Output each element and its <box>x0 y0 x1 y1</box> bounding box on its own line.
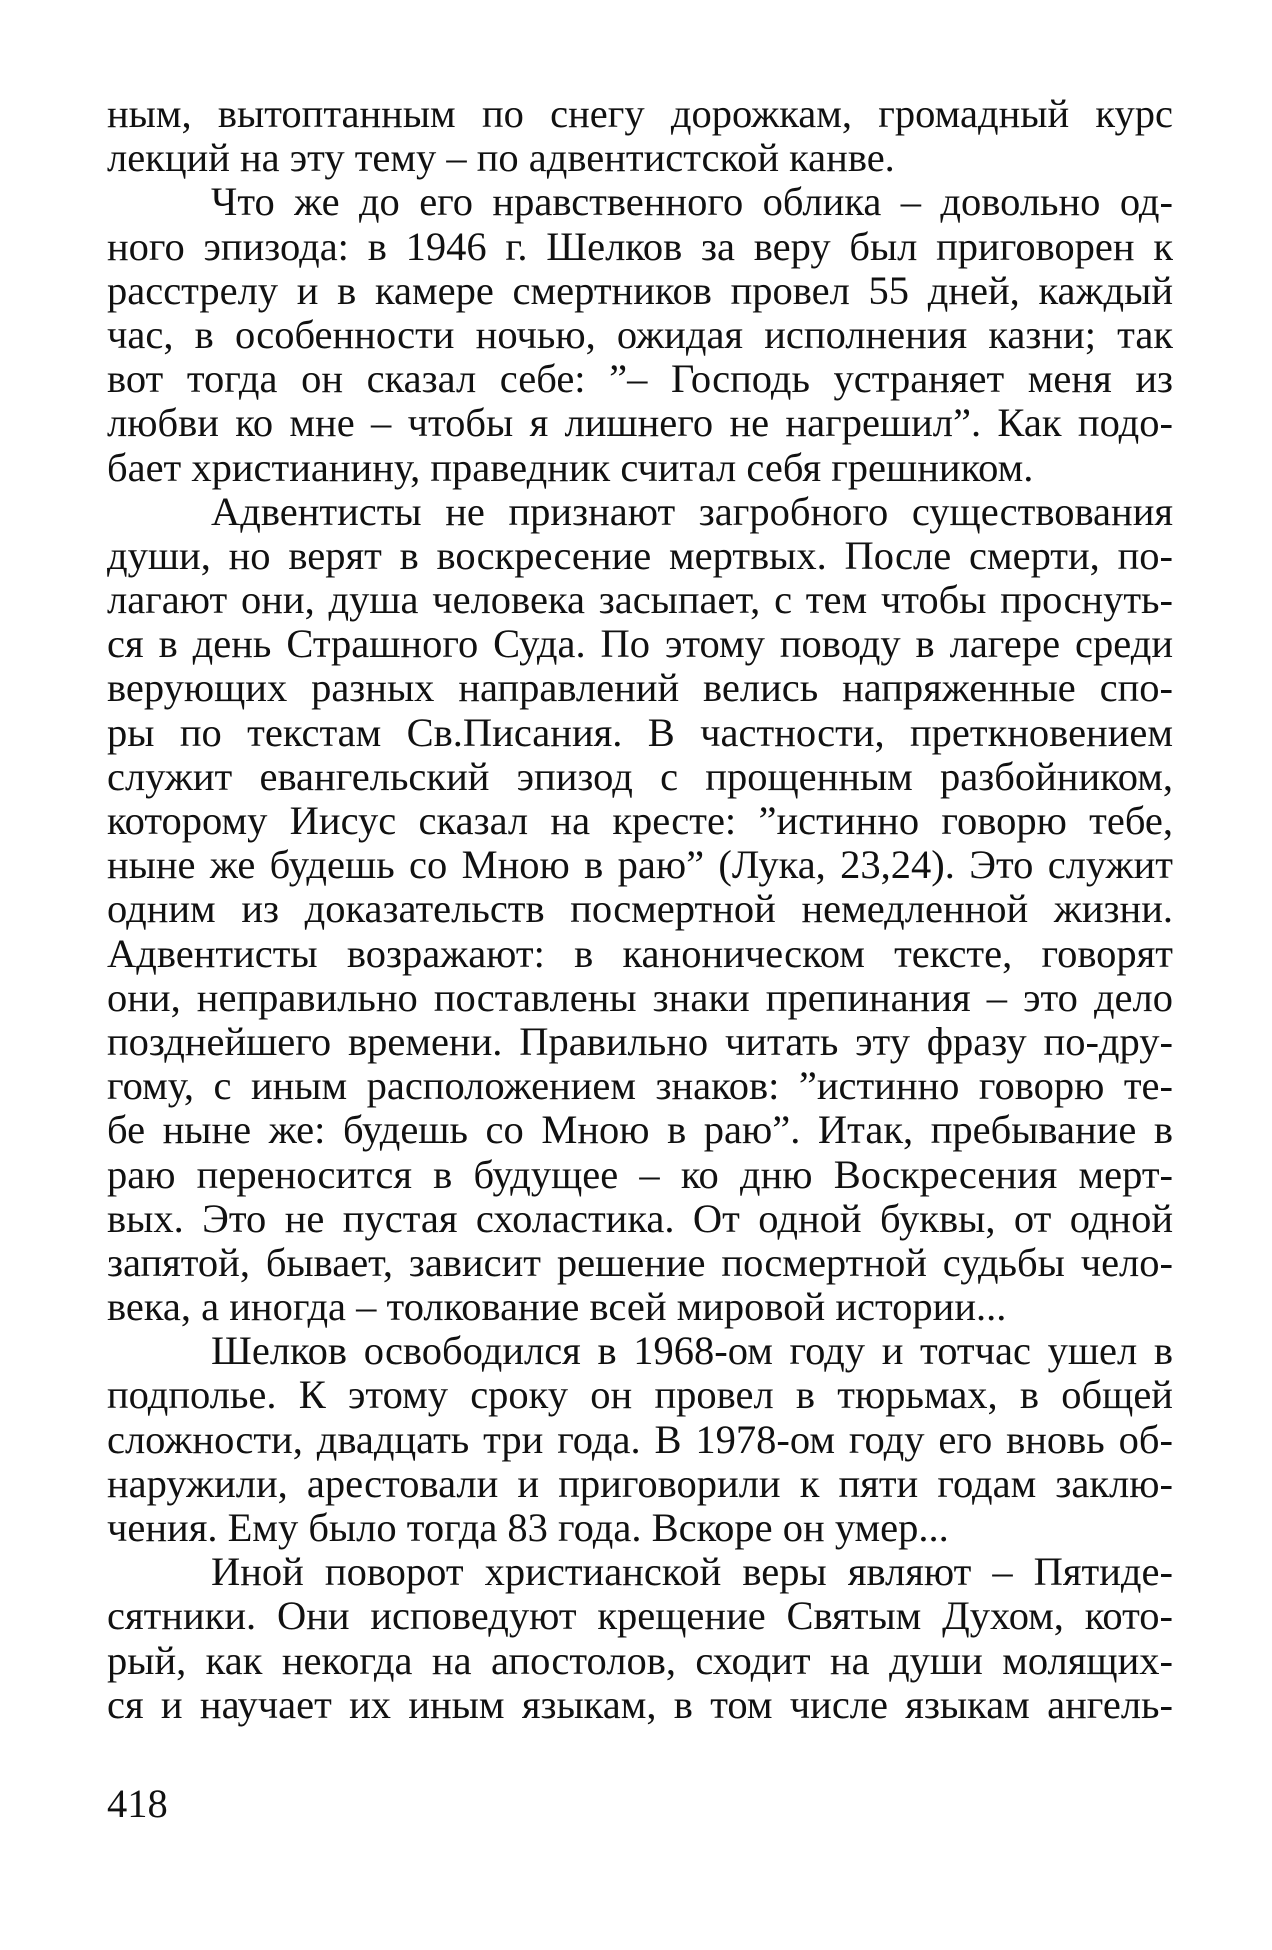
text-line: бает христианину, праведник считал себя грешником. <box>107 445 1034 490</box>
text-line: расстрелу и в камере смертников провел 55 дней, каждый <box>107 268 1173 313</box>
text-line: верующих разных направлений велись напряженные спо- <box>107 666 1173 711</box>
text-line: вых. Это не пустая схоластика. От одной буквы, от одной <box>107 1196 1173 1241</box>
book-page-body <box>107 92 1173 1727</box>
text-line: века, а иногда – толкование всей мировой истории... <box>107 1285 1007 1330</box>
text-line: которому Иисус сказал на кресте: ”истинно говорю тебе, <box>107 799 1173 843</box>
text-line: наружили, арестовали и приговорили к пяти годам заклю- <box>107 1461 1173 1506</box>
text-line: они, неправильно поставлены знаки препинания – это дело <box>107 975 1173 1020</box>
text-line: Иной поворот христианской веры являют – Пятиде- <box>211 1550 1173 1595</box>
text-line: подполье. К этому сроку он провел в тюрьмах, в общей <box>107 1373 1173 1418</box>
text-line: Адвентисты не признают загробного существования <box>211 489 1173 534</box>
text-line: вот тогда он сказал себе: ”– Господь устраняет меня из <box>107 357 1173 402</box>
text-line: раю переносится в будущее – ко дню Воскресения мерт- <box>107 1152 1173 1197</box>
text-line: одним из доказательств посмертной немедленной жизни. <box>107 887 1173 932</box>
text-line: ся и научает их иным языкам, в том числе языкам ангель- <box>107 1682 1173 1727</box>
text-line: Шелков освободился в 1968-ом году и тотчас ушел в <box>211 1329 1173 1374</box>
text-line: ного эпизода: в 1946 г. Шелков за веру был приговорен к <box>107 224 1173 269</box>
text-line: Что же до его нравственного облика – довольно од- <box>211 180 1173 225</box>
text-line: чения. Ему было тогда 83 года. Вскоре он умер... <box>107 1506 949 1550</box>
text-line: любви ко мне – чтобы я лишнего не нагрешил”. Как подо- <box>107 401 1173 446</box>
text-line: ся в день Страшного Суда. По этому поводу в лагере среди <box>107 622 1173 667</box>
text-line: запятой, бывает, зависит решение посмертной судьбы чело- <box>107 1240 1173 1285</box>
text-line: позднейшего времени. Правильно читать эту фразу по-дру- <box>107 1019 1173 1064</box>
text-line: гому, с иным расположением знаков: ”истинно говорю те- <box>107 1064 1173 1109</box>
text-line: бе ныне же: будешь со Мною в раю”. Итак, пребывание в <box>107 1108 1173 1153</box>
text-line: лагают они, душа человека засыпает, с тем чтобы проснуть- <box>107 578 1173 623</box>
text-line: сложности, двадцать три года. В 1978-ом году его вновь об- <box>107 1417 1173 1462</box>
text-line: ным, вытоптанным по снегу дорожкам, громадный курс <box>107 92 1173 136</box>
text-line: лекций на эту тему – по адвентистской канве. <box>107 136 895 181</box>
text-line: души, но верят в воскресение мертвых. После смерти, по- <box>107 533 1173 578</box>
text-line: ры по текстам Св.Писания. В частности, преткновением <box>107 710 1173 755</box>
text-line: ныне же будешь со Мною в раю” (Лука, 23,24). Это служит <box>107 843 1173 888</box>
text-line: рый, как некогда на апостолов, сходит на души молящих- <box>107 1638 1173 1683</box>
text-line: час, в особенности ночью, ожидая исполнения казни; так <box>107 312 1173 357</box>
text-line: сятники. Они исповедуют крещение Святым Духом, кото- <box>107 1594 1173 1639</box>
text-line: Адвентисты возражают: в каноническом тексте, говорят <box>107 931 1173 976</box>
text-line: служит евангельский эпизод с прощенным разбойником, <box>107 754 1173 799</box>
page-number: 418 <box>107 1781 168 1826</box>
